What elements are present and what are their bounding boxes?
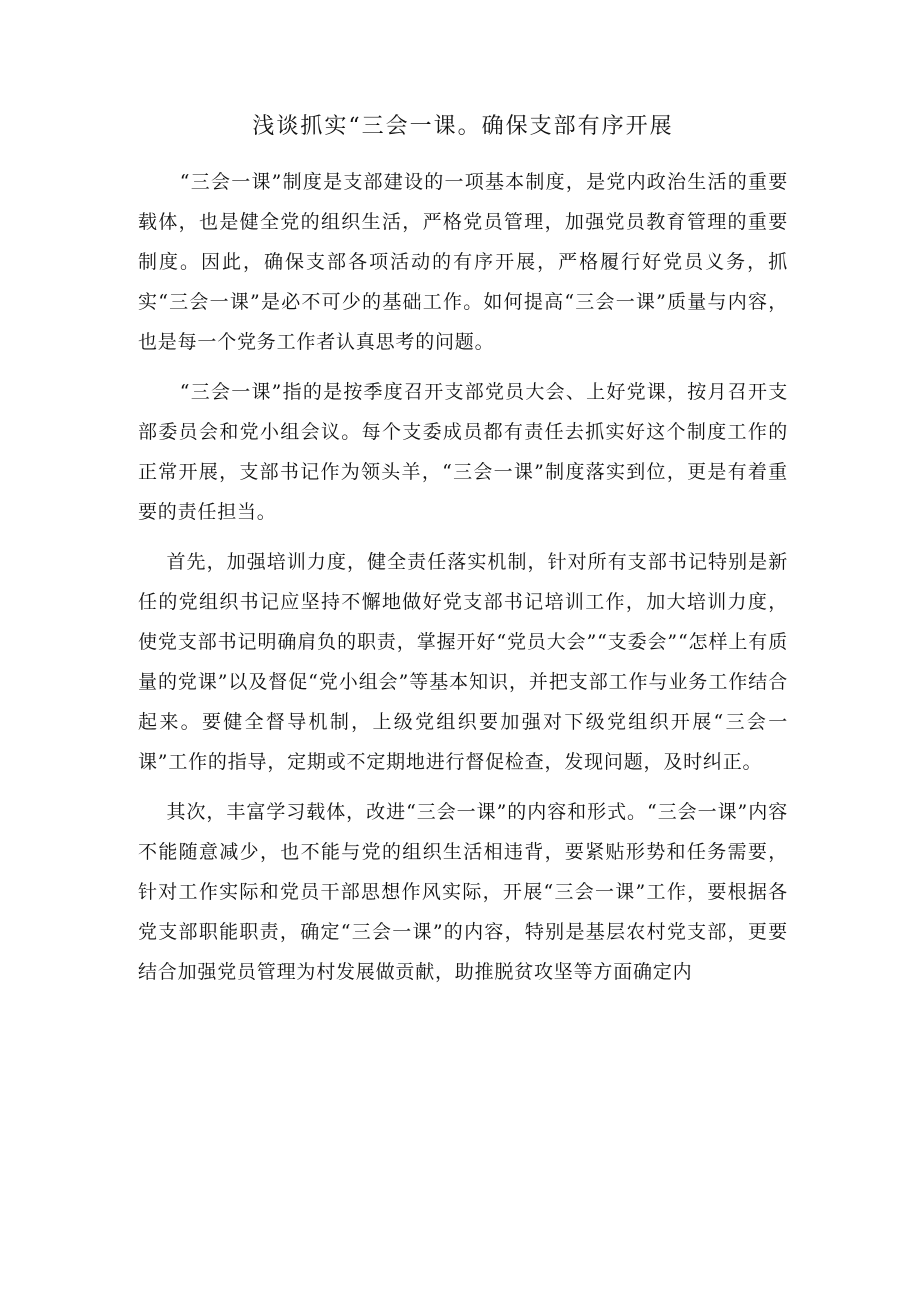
- paragraph-1: “三会一课”制度是支部建设的一项基本制度，是党内政治生活的重要载体，也是健全党的组织生活，严格党员管理，加强党员教育管理的重要制度。因此，确保支部各项活动的有序开展，严格履行好党员义务，抓实“三会一课”是必不可少的基础工作。如何提高“三会一课”质量与内容，也是每一个党务工作者认真思考的问题。: [138, 171, 788, 353]
- paragraph-2: “三会一课”指的是按季度召开支部党员大会、上好党课，按月召开支部委员会和党小组会议。每个支委成员都有责任去抓实好这个制度工作的正常开展，支部书记作为领头羊，“三会一课”制度落实到位，更是有着重要的责任担当。: [138, 381, 788, 523]
- document-page: [138, 112, 788, 1002]
- paragraph-4: 其次，丰富学习载体，改进“三会一课”的内容和形式。“三会一课”内容不能随意减少，也不能与党的组织生活相违背，要紧贴形势和任务需要，针对工作实际和党员干部思想作风实际，开展“三会一课”工作，要根据各党支部职能职责，确定“三会一课”的内容，特别是基层农村党支部，更要结合加强党员管理为村发展做贡献，助推脱贫攻坚等方面确定内: [138, 801, 788, 983]
- paragraph-3: 首先，加强培训力度，健全责任落实机制，针对所有支部书记特别是新任的党组织书记应坚持不懈地做好党支部书记培训工作，加大培训力度，使党支部书记明确肩负的职责，掌握开好“党员大会”“支委会”“怎样上有质量的党课”以及督促“党小组会”等基本知识，并把支部工作与业务工作结合起来。要健全督导机制，上级党组织要加强对下级党组织开展“三会一课”工作的指导，定期或不定期地进行督促检查，发现问题，及时纠正。: [138, 551, 788, 773]
- document-title: 浅谈抓实“三会一课。确保支部有序开展: [252, 114, 674, 139]
